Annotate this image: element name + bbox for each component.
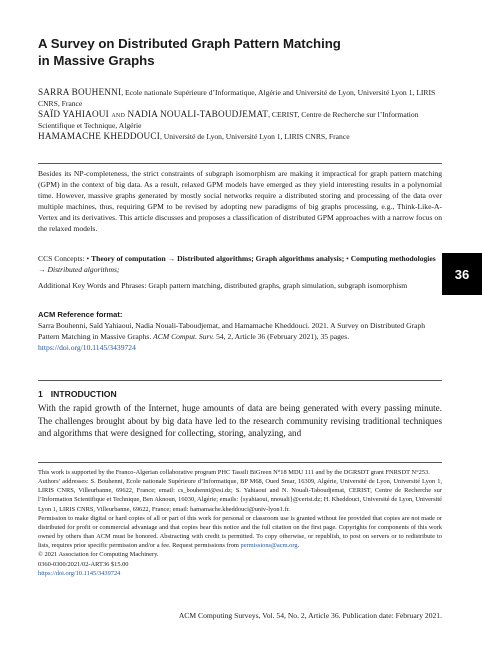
issn-note: 0360-0300/2021/02-ART36 $15.00: [38, 560, 129, 568]
author-affiliation: , Université de Lyon, Université Lyon 1, LIRIS CNRS, France: [159, 132, 350, 141]
keywords: Additional Key Words and Phrases: Graph pattern matching, distributed graphs, graph simulation, subgraph isomorphism: [38, 281, 408, 290]
footnote-divider: [38, 462, 442, 463]
doi-link[interactable]: https://doi.org/10.1145/3439724: [38, 569, 121, 577]
divider: [38, 163, 442, 164]
copyright-note: © 2021 Association for Computing Machinery.: [38, 551, 159, 559]
author-addresses: Authors’ addresses: S. Bouhenni, Ecole nationale Supérieure d’Informatique, BP M68, Oued Smar, 16309, Algérie, Université de Lyon, Université Lyon 1, LIRIS CNRS, Villeurbanne, 69622, France; email: cs_bouhenni@esi.dz; S. Yahiaoui and N. Nouali-Taboudjemat, CERIST, Centre de Recherche sur l’Information Scientifique et Technique, Ben Aknoun, 16030, Algérie; emails: {syahiaoui, nnouali}@cerist.dz; H. Kheddouci, Université de Lyon, Université Lyon 1, LIRIS CNRS, Villeurbanne, 69622, France; email: hamamache.kheddouci@univ-lyon1.fr.: [38, 478, 442, 513]
permissions-email-link[interactable]: permissions@acm.org: [240, 542, 298, 550]
paper-title: A Survey on Distributed Graph Pattern Matching in Massive Graphs: [38, 36, 341, 68]
permission-note: Permission to make digital or hard copies of all or part of this work for personal or classroom use is granted without fee provided that copies are not made or distributed for profit or commercial advantage and that copies bear this notice and the full citation on the first page. Copyrights for components of this work owned by others than ACM must be honored. Abstracting with credit is permitted. To copy otherwise, or republish, to post on servers or to redistribute to lists, requires prior specific permission and/or a fee. Request permissions from permissions@acm.org.: [38, 514, 442, 550]
author-name: SARRA BOUHENNI: [38, 87, 122, 97]
acm-reference: ACM Reference format: Sarra Bouhenni, Saïd Yahiaoui, Nadia Nouali-Taboudjemat, and Hamamache Kheddouci. 2021. A Survey on Distributed Graph Pattern Matching in Massive Graphs. ACM Comput. Surv. 54, 2, Article 36 (February 2021), 35 pages. https://doi.org/10.1145/3439724: [38, 310, 442, 354]
doi-link[interactable]: https://doi.org/10.1145/3439724: [38, 342, 136, 352]
author-entry: [38, 131, 442, 142]
running-footer: ACM Computing Surveys, Vol. 54, No. 2, Article 36. Publication date: February 2021.: [178, 611, 442, 620]
author-name: HAMAMACHE KHEDDOUCI: [38, 131, 160, 141]
ccs-concepts: CCS Concepts: • Theory of computation → Distributed algorithms; Graph algorithms analysis; • Computing methodologies → Distributed algorithms;: [38, 254, 436, 274]
abstract: Besides its NP-completeness, the strict constraints of subgraph isomorphism are making it impractical for graph pattern matching (GPM) in the context of big data. As a result, relaxed GPM models have emerged as they yield interesting results in a polynomial time. However, massive graphs generated by mostly social networks require a distributed storing and processing of the data over multiple machines, thus, requiring GPM to be revised by adopting new paradigms of big graphs processing, e.g., Think-Like-A-Vertex and its derivatives. This article discusses and proposes a classification of distributed GPM approaches with a narrow focus on the relaxed models.: [38, 169, 442, 233]
acm-reference-heading: ACM Reference format:: [38, 310, 123, 319]
author-affiliation: , CERIST, Centre de Recherche sur l’Information Scientifique et Technique, Algérie: [38, 110, 419, 130]
intro-paragraph: With the rapid growth of the Internet, huge amounts of data are being generated with every passing minute. The challenges brought about by big data have led to the research community revising traditional techniques and algorithms that were designed for collecting, storing, analyzing, and: [38, 403, 442, 439]
divider: [38, 380, 442, 381]
author-entry: [38, 109, 442, 131]
funding-note: This work is supported by the Franco-Algerian collaborative program PHC Tassili BiGreen N°18 MDU 111 and by the DGRSDT grant FNRSDT N°253.: [38, 469, 430, 476]
author-block: [38, 87, 442, 142]
footnotes: [38, 468, 442, 578]
author-entry: [38, 87, 442, 109]
author-name: SAÏD YAHIAOUI and NADIA NOUALI-TABOUDJEMAT: [38, 109, 269, 119]
section-heading: 1 INTRODUCTION: [38, 389, 117, 399]
article-number-tab: 36: [442, 253, 482, 295]
author-affiliation: , Ecole nationale Supérieure d’Informatique, Algérie and Université de Lyon, Université Lyon 1, LIRIS CNRS, France: [38, 88, 436, 108]
